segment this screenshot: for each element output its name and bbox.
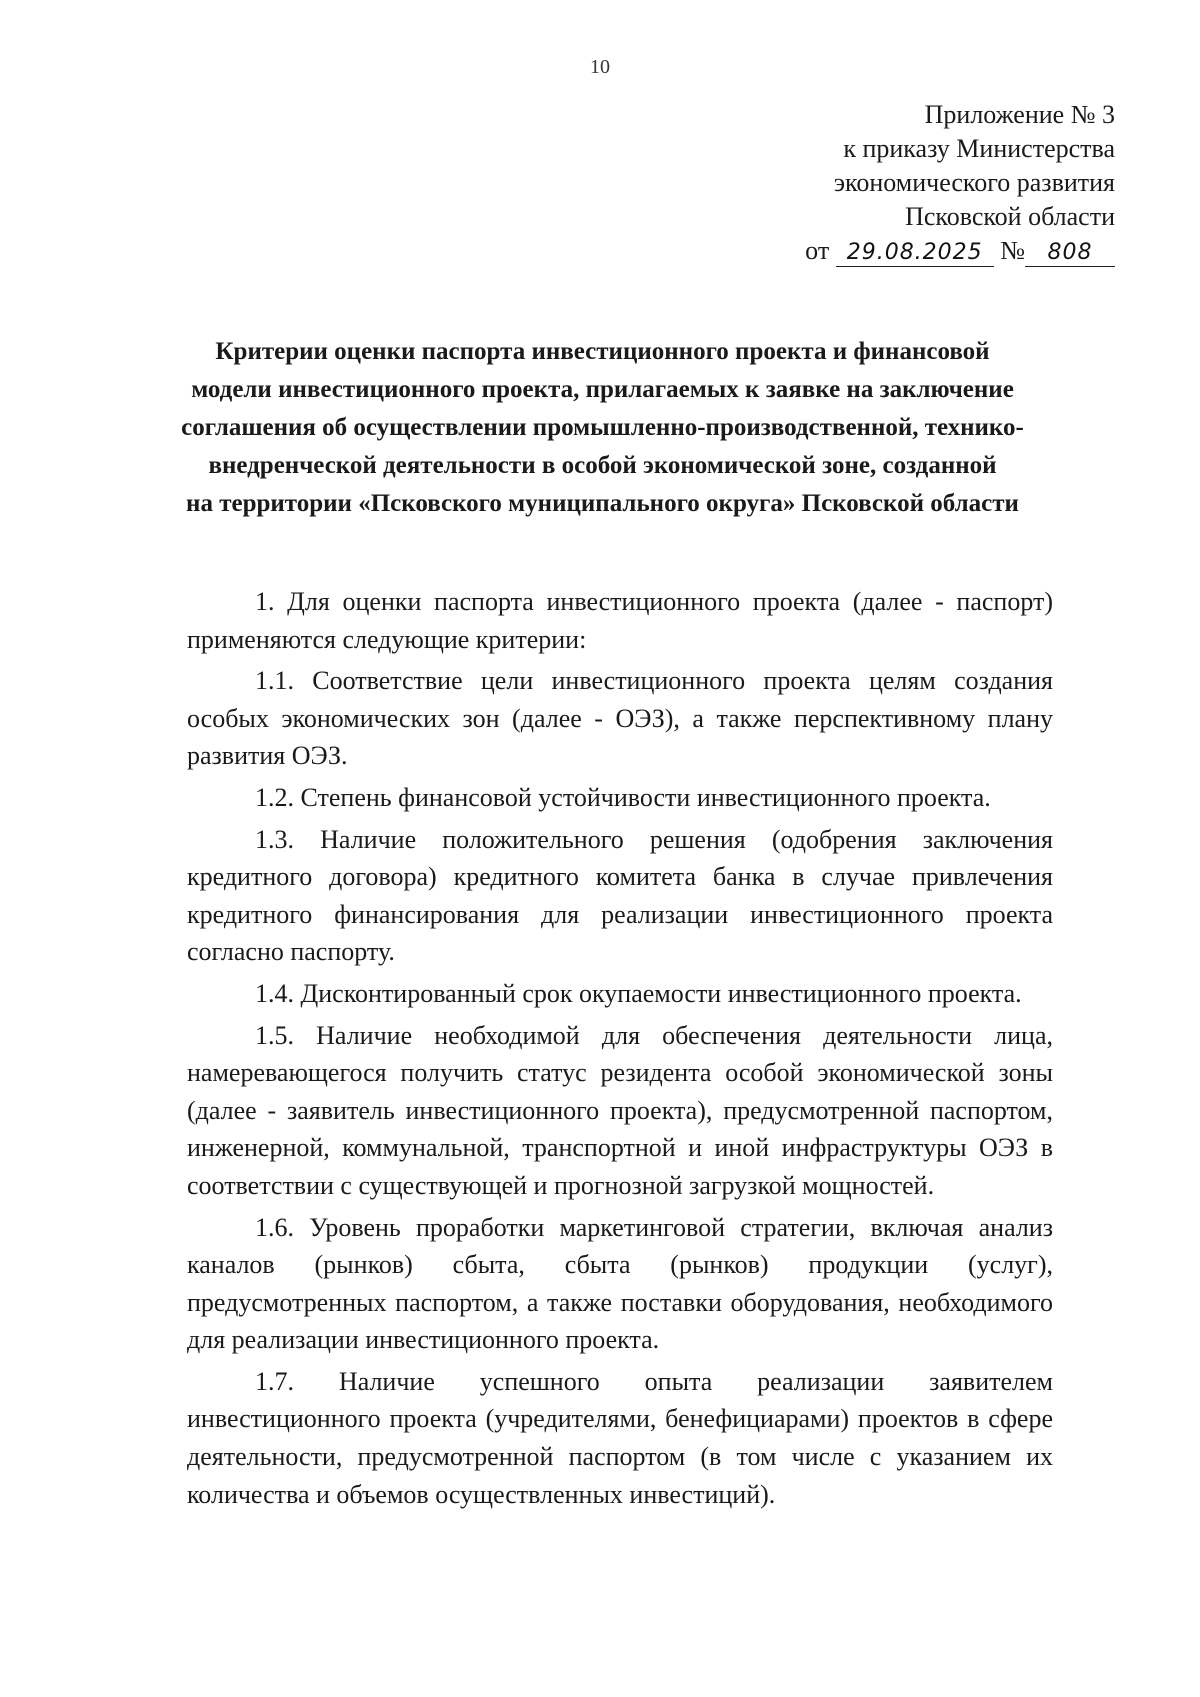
title-line-1: Критерии оценки паспорта инвестиционного проекта и финансовой: [215, 338, 990, 365]
paragraph-1-4: 1.4. Дисконтированный срок окупаемости инвестиционного проекта.: [255, 978, 1022, 1008]
paragraph-1-7: 1.7. Наличие успешного опыта реализации заявителем инвестиционного проекта (учредителями, бенефициарами) проектов в сфере деятельности, предусмотренной паспортом (в том числе с указанием их количества и объемов осуществленных инвестиций).: [187, 1366, 1053, 1509]
paragraph-1-1: 1.1. Соответствие цели инвестиционного проекта целям создания особых экономических зон (далее - ОЭЗ), а также перспективному плану развития ОЭЗ.: [187, 666, 1053, 771]
paragraph-1: 1. Для оценки паспорта инвестиционного проекта (далее - паспорт) применяются следующие критерии:: [187, 587, 1053, 654]
appendix-ministry: экономического развития: [833, 168, 1115, 197]
title-line-5: на территории «Псковского муниципального округа» Псковской области: [186, 490, 1019, 517]
from-label: от: [805, 236, 830, 265]
paragraph-1-5: 1.5. Наличие необходимой для обеспечения деятельности лица, намеревающегося получить статус резидента особой экономической зоны (далее - заявитель инвестиционного проекта), предусмотренной паспортом, инженерной, коммунальной, транспортной и иной инфраструктуры ОЭЗ в соответствии с существующей и прогнозной загрузкой мощностей.: [187, 1020, 1053, 1200]
document-title: [150, 333, 1055, 523]
paragraph-1-3: 1.3. Наличие положительного решения (одобрения заключения кредитного договора) кредитного комитета банка в случае привлечения кредитного финансирования для реализации инвестиционного проекта согласно паспорту.: [187, 824, 1053, 967]
appendix-title: Приложение № 3: [924, 100, 1115, 129]
title-line-2: модели инвестиционного проекта, прилагаемых к заявке на заключение: [191, 376, 1014, 403]
paragraph-1-6: 1.6. Уровень проработки маркетинговой стратегии, включая анализ каналов (рынков) сбыта, сбыта (рынков) продукции (услуг), предусмотренных паспортом, а также поставки оборудования, необходимого для реализации инвестиционного проекта.: [187, 1212, 1053, 1355]
title-line-3: соглашения об осуществлении промышленно-производственной, технико-: [181, 414, 1024, 441]
number-label: №: [1000, 236, 1025, 265]
document-body: [187, 583, 1053, 1513]
handwritten-date: 29.08.2025: [836, 240, 994, 267]
appendix-order-ref: к приказу Министерства: [843, 134, 1115, 163]
page-number: 10: [590, 56, 610, 78]
appendix-header: [695, 98, 1115, 268]
title-line-4: внедренческой деятельности в особой экономической зоне, созданной: [208, 452, 997, 479]
paragraph-1-2: 1.2. Степень финансовой устойчивости инвестиционного проекта.: [255, 782, 991, 812]
appendix-region: Псковской области: [905, 202, 1115, 231]
appendix-date-number: [695, 234, 1115, 268]
handwritten-number: 808: [1025, 240, 1115, 267]
